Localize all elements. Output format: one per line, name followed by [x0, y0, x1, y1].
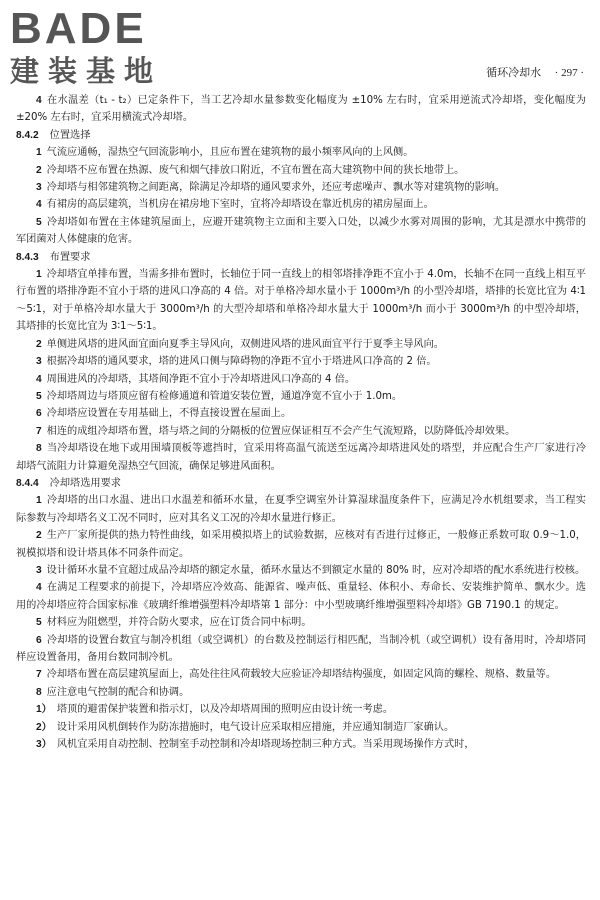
item-number: 3 [36, 356, 42, 368]
paragraph-text: 当冷却塔设在地下或用围墙顶板等遮挡时，宜采用将高温气流送至远离冷却塔进风处的塔型，并应配合生产厂家进行冷却塔气流阻力计算避免湿热空气回流，确保足够进风面积。 [16, 443, 586, 472]
paragraph-text: 在满足工程要求的前提下，冷却塔应冷效高、能源省、噪声低、重量轻、体积小、寿命长、安装维护简单、飘水少。选用的冷却塔应符合国家标准《玻璃纤维增强塑料冷却塔第 1 部分：中小型玻璃纤维增强塑料冷却塔》GB 7190.1 的规定。 [16, 582, 586, 611]
paragraph [16, 719, 586, 736]
paragraph-text: 冷却塔不应布置在热源、废气和烟气排放口附近，不宜布置在高大建筑物中间的狭长地带上。 [46, 164, 465, 176]
item-number: 4 [36, 95, 42, 106]
paragraph [16, 266, 586, 336]
paragraph [16, 492, 586, 527]
paragraph-text: 设计循环水量不宜超过成品冷却塔的额定水量，循环水量达不到额定水量的 80% 时，应对冷却塔的配水系统进行校核。 [46, 564, 586, 576]
paragraph-text: 有裙房的高层建筑，当机房在裙房地下室时，宜将冷却塔设在靠近机房的裙房屋面上。 [46, 199, 434, 211]
item-number: 4 [36, 582, 42, 594]
paragraph-text: 设计采用风机倒转作为防冻措施时，电气设计应采取相应措施，并应通知制造厂家确认。 [56, 721, 455, 733]
item-number: 5 [36, 216, 42, 228]
item-number: 3 [36, 564, 42, 576]
paragraph [16, 527, 586, 562]
paragraph [16, 214, 586, 249]
paragraph [16, 162, 586, 179]
page-number: · 297 · [554, 67, 584, 79]
item-number: 5 [36, 617, 42, 629]
item-number: 6 [36, 634, 42, 646]
paragraph [16, 614, 586, 631]
paragraph [16, 405, 586, 422]
paragraph-text: 在水温差（t₁ - t₂）已定条件下，当工艺冷却水量参数变化幅度为 ±10% 左右时，宜采用逆流式冷却塔，变化幅度为 ±20% 左右时，宜采用横流式冷却塔。 [16, 95, 586, 124]
chapter-title: 循环冷却水 [486, 66, 542, 79]
paragraph [16, 684, 586, 701]
item-number: 3 [36, 182, 42, 194]
paragraph [16, 632, 586, 667]
paragraph [16, 196, 586, 213]
paragraph [16, 388, 586, 405]
item-number: 8 [36, 686, 42, 698]
paragraph-text: 冷却塔与相邻建筑物之间距离，除满足冷却塔的通风要求外，还应考虑噪声、飘水等对建筑物的影响。 [46, 182, 506, 194]
section-number: 8.4.3 [16, 251, 39, 263]
paragraph-text: 风机宜采用自动控制、控制室手动控制和冷却塔现场控制三种方式。当采用现场操作方式时， [56, 739, 475, 751]
paragraph [16, 579, 586, 614]
paragraph-text: 冷却塔宜单排布置，当需多排布置时，长轴位于同一直线上的相邻塔排净距不宜小于 4.0m，长轴不在同一直线上相互平行布置的塔排净距不宜小于塔的进风口净高的 4 倍。对于单格冷却水量小于 1000m³/h 的小型冷却塔，塔排的长宽比宜为 4∶1～5∶1，对于单格冷却水量大于 3000m³/h 的大型冷却塔和单格冷却水量大于 1000m³/h 而小于 3000m³/h 的中型冷却塔，其塔排的长宽比宜为 3∶1～5∶1。 [16, 269, 586, 333]
document-body [16, 92, 586, 753]
logo-chinese-text: 建装基地 [10, 54, 163, 88]
paragraph-text: 根据冷却塔的通风要求，塔的进风口侧与障碍物的净距不宜小于塔进风口净高的 2 倍。 [46, 356, 437, 368]
section-heading [16, 475, 586, 492]
paragraph-text: 气流应通畅，湿热空气回流影响小，且应布置在建筑物的最小频率风向的上风侧。 [46, 147, 414, 159]
section-number: 8.4.4 [16, 477, 39, 489]
paragraph [16, 423, 586, 440]
item-number: 1） [36, 704, 52, 716]
section-title: 布置要求 [49, 251, 91, 263]
paragraph [16, 736, 586, 753]
item-number: 2 [36, 164, 42, 176]
paragraph-text: 冷却塔布置在高层建筑屋面上，高处往往风荷载较大应验证冷却塔结构强度，如固定风筒的螺栓、规格、数量等。 [46, 669, 557, 681]
item-number: 1 [36, 147, 42, 159]
item-number: 1 [36, 269, 42, 281]
item-number: 2 [36, 338, 42, 350]
paragraph [16, 440, 586, 475]
section-title: 冷却塔选用要求 [49, 477, 121, 489]
paragraph [16, 144, 586, 161]
item-number: 4 [36, 199, 42, 211]
paragraph [16, 179, 586, 196]
paragraph-text: 冷却塔的出口水温、进出口水温差和循环水量，在夏季空调室外计算湿球温度条件下，应满足冷水机组要求，当工程实际参数与冷却塔名义工况不同时，应对其名义工况的冷却水量进行修正。 [16, 495, 586, 524]
item-number: 7 [36, 669, 42, 681]
item-number: 2） [36, 721, 52, 733]
paragraph-text: 相连的成组冷却塔布置，塔与塔之间的分隔板的位置应保证相互不会产生气流短路，以防降低冷却效果。 [46, 425, 516, 437]
section-heading [16, 249, 586, 266]
paragraph [16, 666, 586, 683]
logo-latin-text: BADE [10, 4, 147, 53]
item-number: 1 [36, 495, 42, 507]
paragraph-text: 冷却塔应设置在专用基础上，不得直接设置在屋面上。 [46, 408, 292, 420]
paragraph [16, 371, 586, 388]
paragraph-text: 冷却塔周边与塔顶应留有检修通道和管道安装位置，通道净宽不宜小于 1.0m。 [46, 390, 403, 402]
section-heading [16, 127, 586, 144]
item-number: 3） [36, 739, 52, 751]
paragraph [16, 336, 586, 353]
paragraph [16, 92, 586, 127]
item-number: 6 [36, 408, 42, 420]
paragraph [16, 353, 586, 370]
paragraph-text: 应注意电气控制的配合和协调。 [46, 686, 190, 698]
running-header [486, 64, 584, 80]
paragraph-text: 冷却塔如布置在主体建筑屋面上，应避开建筑物主立面和主要入口处，以减少水雾对周围的影响，尤其是漂水中携带的军团菌对人体健康的危害。 [16, 216, 586, 246]
section-title: 位置选择 [49, 129, 91, 141]
item-number: 7 [36, 425, 42, 437]
publisher-logo [10, 6, 190, 92]
item-number: 8 [36, 443, 42, 455]
paragraph-text: 塔顶的避雷保护装置和指示灯，以及冷却塔周围的照明应由设计统一考虑。 [56, 704, 394, 716]
paragraph-text: 单侧进风塔的进风面宜面向夏季主导风向，双侧进风塔的进风面宜平行于夏季主导风向。 [46, 338, 444, 350]
paragraph [16, 562, 586, 579]
paragraph-text: 材料应为阻燃型，并符合防火要求，应在订货合同中标明。 [46, 617, 312, 629]
item-number: 4 [36, 373, 42, 385]
item-number: 2 [36, 530, 42, 542]
paragraph [16, 701, 586, 718]
paragraph-text: 冷却塔的设置台数宜与制冷机组（或空调机）的台数及控制运行相匹配，当制冷机（或空调机）设有备用时，冷却塔同样应设置备用，备用台数同制冷机。 [16, 634, 586, 663]
section-number: 8.4.2 [16, 129, 39, 141]
item-number: 5 [36, 390, 42, 402]
paragraph-text: 生产厂家所提供的热力特性曲线，如采用模拟塔上的试验数据，应核对有否进行过修正，一般修正系数可取 0.9～1.0，视模拟塔和设计塔具体不同条件而定。 [16, 530, 586, 559]
paragraph-text: 周围进风的冷却塔，其塔间净距不宜小于冷却塔进风口净高的 4 倍。 [46, 373, 356, 385]
